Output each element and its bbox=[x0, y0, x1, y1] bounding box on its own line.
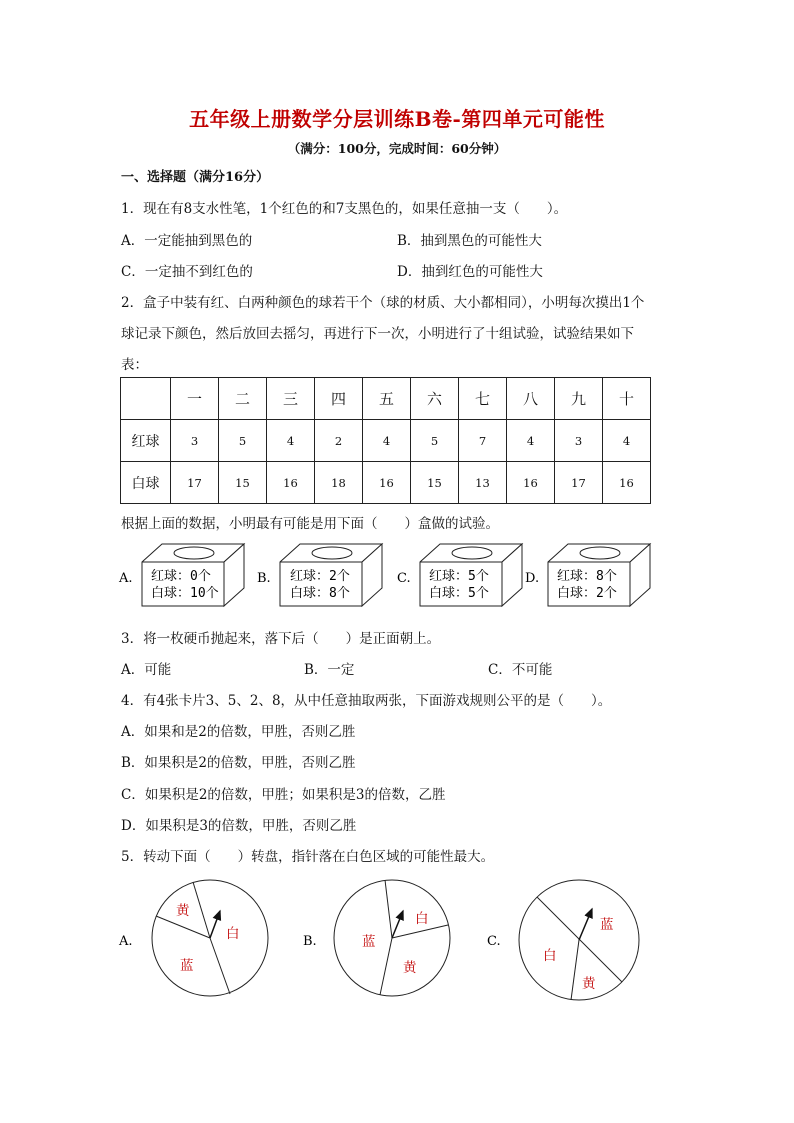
table-cell: 5 bbox=[219, 420, 267, 462]
table-cell: 7 bbox=[459, 420, 507, 462]
q4-option-c: C．如果积是2的倍数，甲胜；如果积是3的倍数，乙胜 bbox=[121, 787, 446, 803]
table-cell: 3 bbox=[555, 420, 603, 462]
box-red-count: 红球：0个 bbox=[151, 569, 211, 584]
table-header: 六 bbox=[411, 378, 459, 420]
q2-stem-line2: 球记录下颜色，然后放回去摇匀，再进行下一次，小明进行了十组试验，试验结果如下 bbox=[121, 326, 634, 342]
box-letter: A. bbox=[119, 571, 133, 586]
table-header: 九 bbox=[555, 378, 603, 420]
table-header-row bbox=[121, 378, 651, 420]
spinner-a bbox=[152, 880, 268, 996]
wheel-label-white: 白 bbox=[415, 911, 429, 927]
q1-option-a: A．一定能抽到黑色的 bbox=[121, 233, 253, 249]
box-opening bbox=[174, 547, 214, 559]
wheel-letter: A. bbox=[119, 934, 133, 949]
table-header: 五 bbox=[363, 378, 411, 420]
table-header: 十 bbox=[603, 378, 651, 420]
box-red-count: 红球：8个 bbox=[557, 569, 617, 584]
q3-option-b: B．一定 bbox=[304, 662, 355, 678]
q2-follow: 根据上面的数据，小明最有可能是用下面（ ）盒做的试验。 bbox=[121, 516, 499, 532]
spinner-c bbox=[519, 880, 639, 1000]
q5-stem: 5．转动下面（ ）转盘，指针落在白色区域的可能性最大。 bbox=[121, 849, 495, 865]
q1-option-c: C．一定抽不到红色的 bbox=[121, 264, 253, 280]
table-cell: 16 bbox=[267, 462, 315, 504]
results-table bbox=[120, 377, 651, 504]
table-row-red bbox=[121, 420, 651, 462]
wheel-label-blue: 蓝 bbox=[180, 958, 194, 974]
table-cell: 16 bbox=[603, 462, 651, 504]
q1-stem: 1．现在有8支水性笔，1个红色的和7支黑色的，如果任意抽一支（ ）。 bbox=[121, 201, 568, 217]
box-red-count: 红球：5个 bbox=[429, 569, 489, 584]
box-options bbox=[0, 540, 794, 620]
q4-option-b: B．如果积是2的倍数，甲胜，否则乙胜 bbox=[121, 755, 356, 771]
box-letter: C. bbox=[397, 571, 411, 586]
q4-option-d: D．如果积是3的倍数，甲胜，否则乙胜 bbox=[121, 818, 357, 834]
table-cell: 4 bbox=[603, 420, 651, 462]
box-a bbox=[118, 544, 244, 606]
spinner-options bbox=[0, 870, 794, 1010]
table-corner bbox=[121, 378, 171, 420]
box-d bbox=[525, 544, 650, 606]
q2-stem-line3: 表： bbox=[121, 357, 148, 373]
wheel-letter: C. bbox=[487, 934, 501, 949]
table-header: 七 bbox=[459, 378, 507, 420]
q1-option-d: D．抽到红色的可能性大 bbox=[397, 264, 543, 280]
box-c bbox=[397, 544, 522, 606]
table-header: 二 bbox=[219, 378, 267, 420]
wheel-label-yellow: 黄 bbox=[176, 903, 190, 919]
box-opening bbox=[312, 547, 352, 559]
table-cell: 4 bbox=[267, 420, 315, 462]
table-cell: 5 bbox=[411, 420, 459, 462]
wheel-label-white: 白 bbox=[226, 926, 240, 942]
wheel-label-yellow: 黄 bbox=[403, 960, 417, 976]
wheel-letter: B. bbox=[303, 934, 317, 949]
q1-option-b: B．抽到黑色的可能性大 bbox=[397, 233, 542, 249]
wheel-label-yellow: 黄 bbox=[582, 976, 596, 992]
table-cell: 18 bbox=[315, 462, 363, 504]
table-cell: 17 bbox=[171, 462, 219, 504]
q2-stem-line1: 2．盒子中装有红、白两种颜色的球若干个（球的材质、大小都相同），小明每次摸出1个 bbox=[121, 295, 645, 311]
box-white-count: 白球：10个 bbox=[151, 586, 219, 601]
q3-option-c: C．不可能 bbox=[488, 662, 553, 678]
table-header: 八 bbox=[507, 378, 555, 420]
wheel-label-blue: 蓝 bbox=[362, 934, 376, 950]
q3-stem: 3．将一枚硬币抛起来，落下后（ ）是正面朝上。 bbox=[121, 631, 441, 647]
q4-option-a: A．如果和是2的倍数，甲胜，否则乙胜 bbox=[121, 724, 356, 740]
table-header: 一 bbox=[171, 378, 219, 420]
table-cell: 2 bbox=[315, 420, 363, 462]
box-b bbox=[257, 544, 382, 606]
q3-option-a: A．可能 bbox=[121, 662, 172, 678]
box-red-count: 红球：2个 bbox=[290, 569, 350, 584]
table-cell: 13 bbox=[459, 462, 507, 504]
table-cell: 15 bbox=[411, 462, 459, 504]
table-cell: 16 bbox=[507, 462, 555, 504]
table-row-label: 白球 bbox=[121, 462, 171, 504]
table-cell: 16 bbox=[363, 462, 411, 504]
table-header: 三 bbox=[267, 378, 315, 420]
table-cell: 4 bbox=[363, 420, 411, 462]
box-letter: B. bbox=[257, 571, 271, 586]
q4-stem: 4．有4张卡片3、5、2、8，从中任意抽取两张，下面游戏规则公平的是（ ）。 bbox=[121, 693, 612, 709]
section-heading: 一、选择题（满分16分） bbox=[121, 170, 270, 185]
box-white-count: 白球：5个 bbox=[429, 586, 489, 601]
wheel-label-white: 白 bbox=[543, 948, 557, 964]
table-row-white bbox=[121, 462, 651, 504]
page-subtitle: （满分：100分，完成时间：60分钟） bbox=[287, 141, 507, 156]
table-row-label: 红球 bbox=[121, 420, 171, 462]
table-cell: 15 bbox=[219, 462, 267, 504]
box-opening bbox=[580, 547, 620, 559]
spinner-b bbox=[334, 880, 450, 996]
box-white-count: 白球：8个 bbox=[290, 586, 350, 601]
table-cell: 3 bbox=[171, 420, 219, 462]
page-title: 五年级上册数学分层训练B卷-第四单元可能性 bbox=[189, 107, 605, 131]
box-letter: D. bbox=[525, 571, 540, 586]
table-cell: 17 bbox=[555, 462, 603, 504]
table-cell: 4 bbox=[507, 420, 555, 462]
box-opening bbox=[452, 547, 492, 559]
table-header: 四 bbox=[315, 378, 363, 420]
wheel-label-blue: 蓝 bbox=[600, 917, 614, 933]
box-white-count: 白球：2个 bbox=[557, 586, 617, 601]
